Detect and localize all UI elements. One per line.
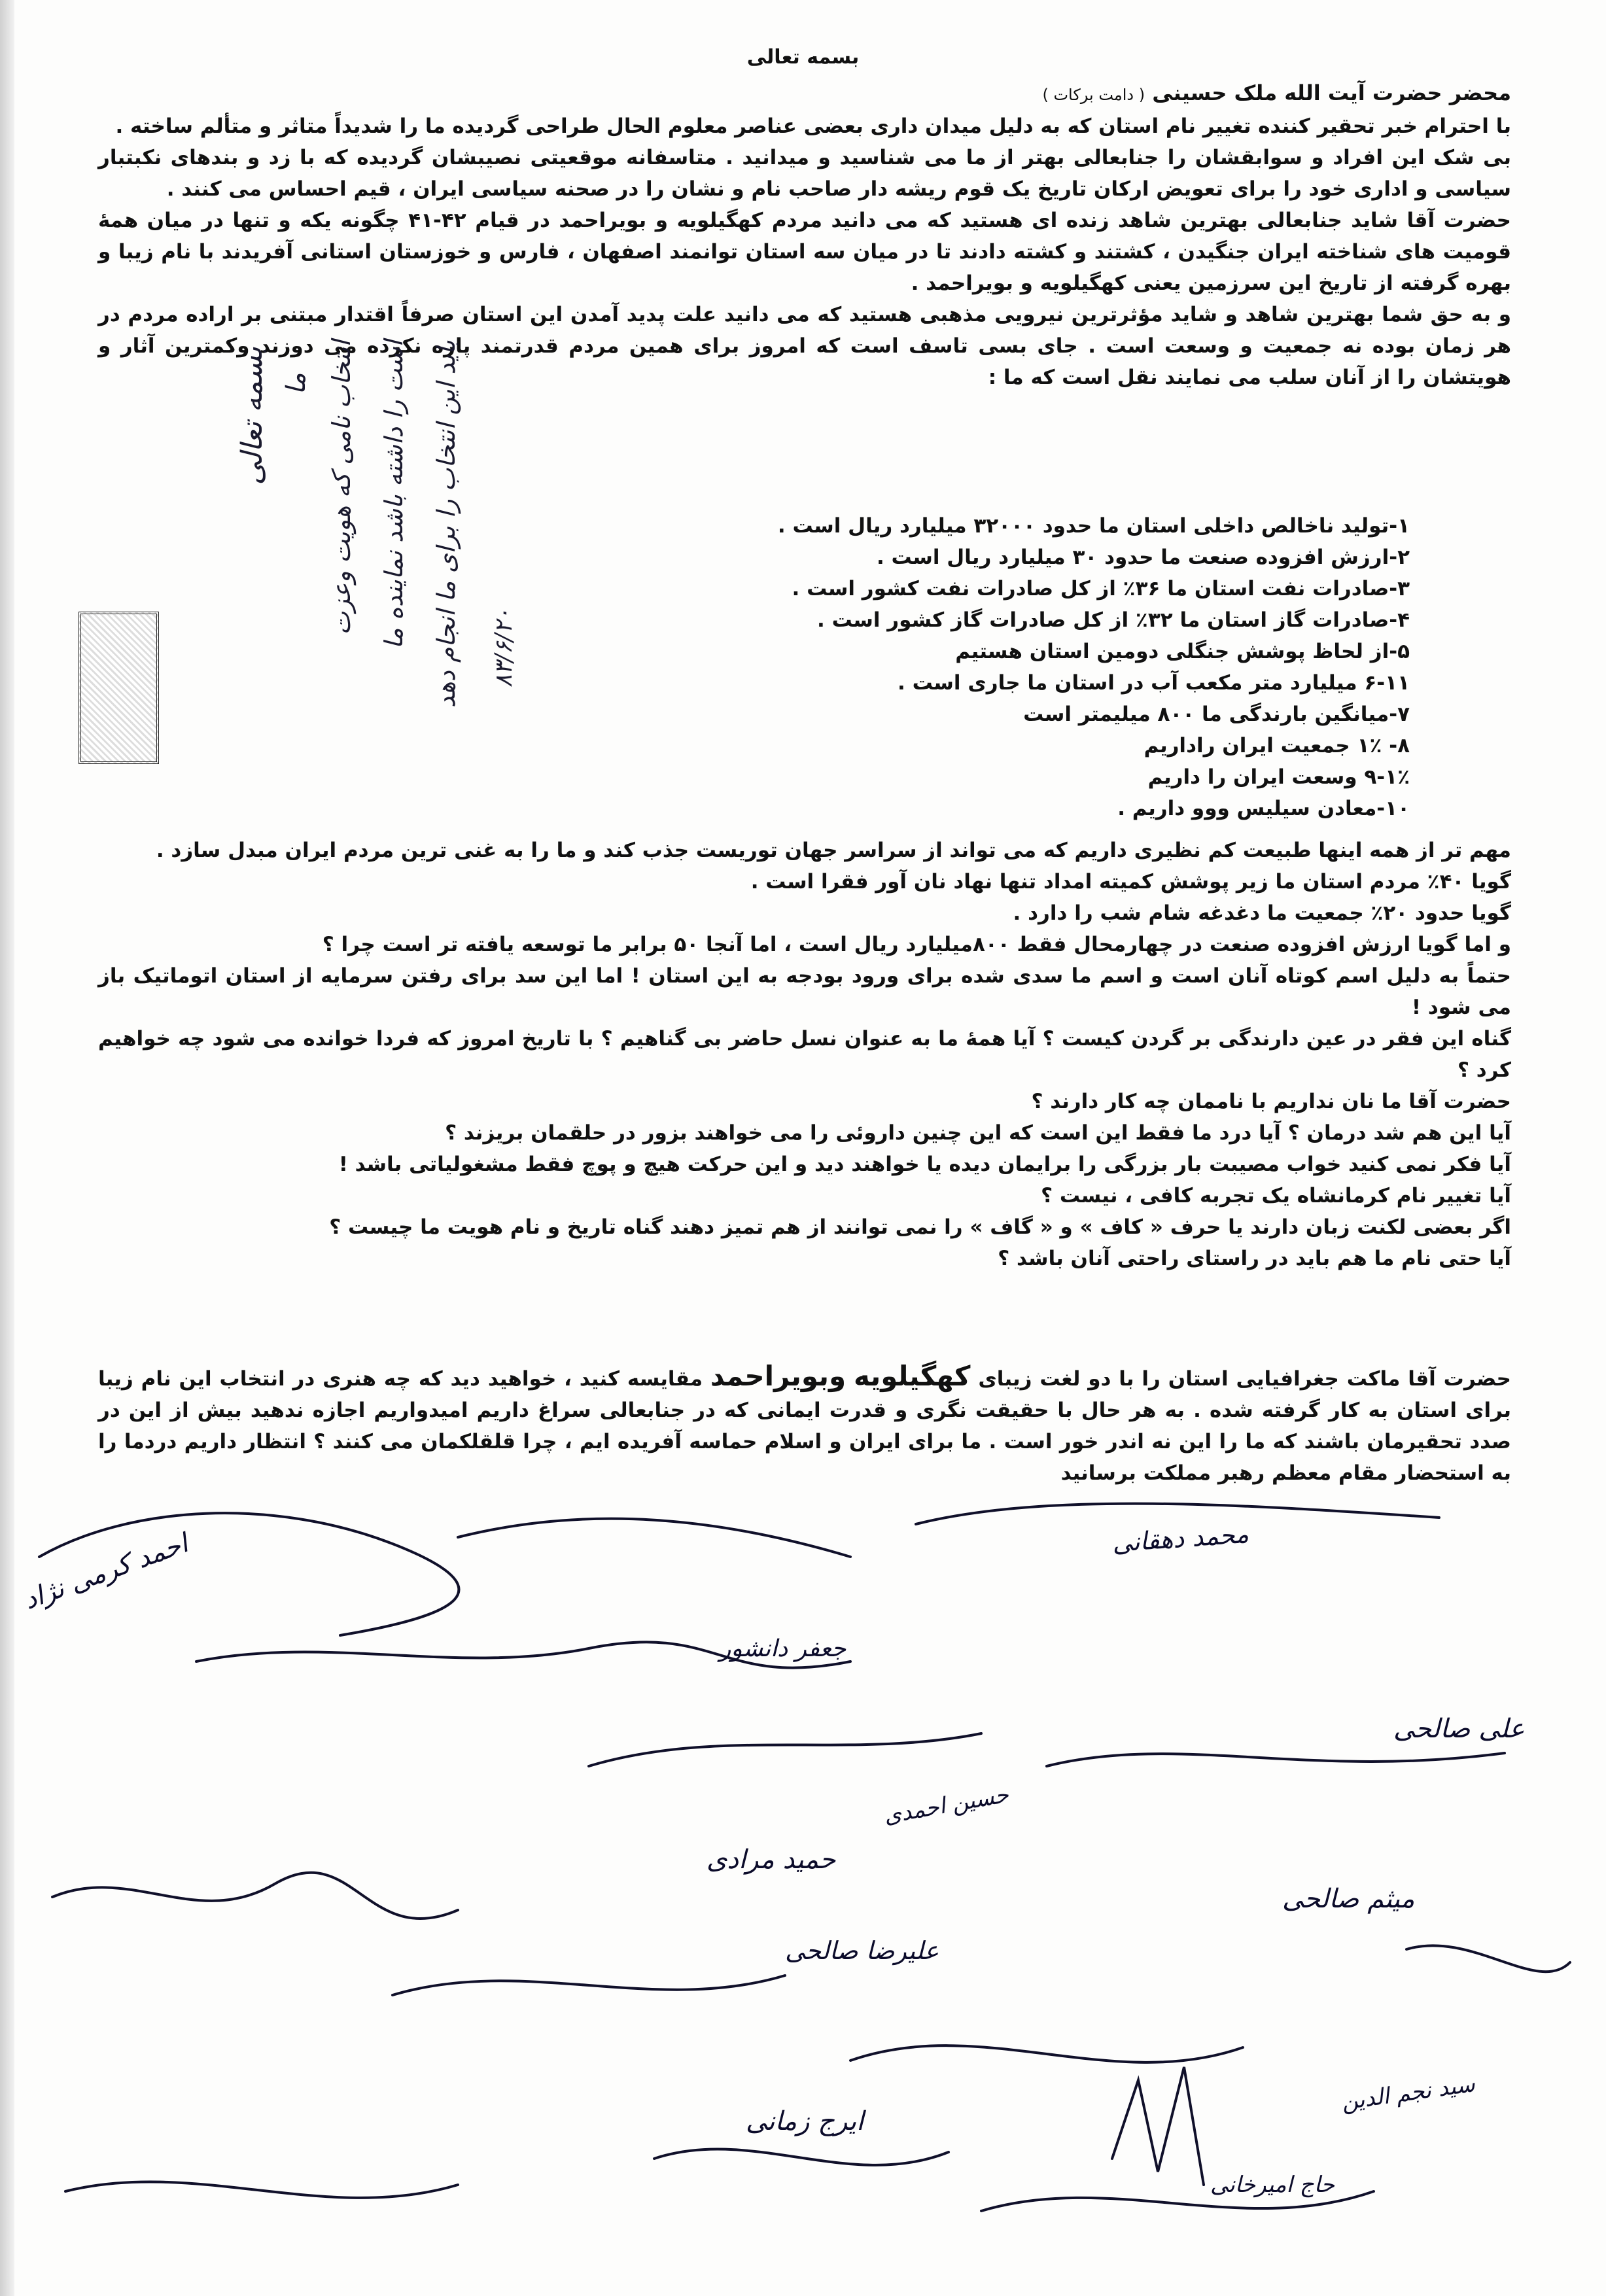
signature: احمد کرمی نژاد <box>20 1528 192 1616</box>
paragraph: حضرت آقا ما نان نداریم با ناممان چه کار دارند ؟ <box>1031 1090 1511 1113</box>
list-item: ۲-ارزش افزوده صنعت ما حدود ۳۰ میلیارد ریال است . <box>876 546 1410 569</box>
closing-text: مقایسه کنید ، خواهید دید که چه هنری در انتخاب این نام زیبا برای استان به کار گرفته شده . به هر حال با حقیقت نگری و قدرت ایمانی که در جنابعالی سراغ داریم امیدواریم اجازه ندهید بیش از این در صدد تحقیرمان باشند که ما را این نه اندر خور است . ما برای ایران و اسلام حماسه آفریده ایم ، چرا قلقلکمان می کنند ؟ انتظار داریم دردما را به استحضار مقام معظم رهبر مملکت برسانید <box>98 1367 1511 1485</box>
signature-stroke <box>589 1733 981 1766</box>
list-item: ۴-صادرات گاز استان ما ۳۲٪ از کل صادرات گاز کشور است . <box>817 608 1410 632</box>
paragraph: حضرت آقا شاید جنابعالی بهترین شاهد زنده ای هستید که می دانید مردم کهگیلویه و بویراحمد در قیام ۴۲-۴۱ چگونه یکه و تنها در میان همهٔ قومیت های شناخته ایران جنگیدن ، کشتند و کشته دادند تا در میان سه استان توانمند اصفهان ، فارس و خوزستان استانی آفریدند با نام زیبا و بهره گرفته از تاریخ این سرزمین یعنی کهگیلویه و بویراحمد . <box>98 209 1511 295</box>
margin-note-line: انتخاب نامی که هویت وعزت <box>327 340 356 635</box>
margin-note-line: بسمه تعالی <box>236 347 269 485</box>
paragraph: گویا ۴۰٪ مردم استان ما زیر پوشش کمیته امداد تنها نهاد نان آور فقرا است . <box>750 870 1511 894</box>
signature-stroke <box>65 2182 458 2197</box>
list-item: ۱۰-معادن سیلیس ووو داریم . <box>1117 797 1410 820</box>
signature: حاج امیرخانی <box>1210 2172 1335 2198</box>
page-title: بسمه تعالی <box>746 46 860 69</box>
signature: جعفر دانشور <box>720 1635 847 1662</box>
signature-stroke <box>1112 2067 1204 2185</box>
list-item: ۶-۱۱ میلیارد متر مکعب آب در استان ما جاری است . <box>898 671 1410 695</box>
signature: حسین احمدی <box>881 1781 1011 1830</box>
margin-note-line: باید این انتخاب را برای ما انجام دهد <box>432 340 461 708</box>
province-name-word: وبویراحمد <box>710 1360 847 1392</box>
paragraph: گویا حدود ۲۰٪ جمعیت ما دغدغه شام شب را دارد . <box>1013 901 1511 925</box>
signature: علیرضا صالحی <box>785 1936 939 1965</box>
province-name-word: کهگیلویه <box>854 1360 971 1392</box>
signature: سید نجم الدین <box>1340 2070 1477 2116</box>
signature-stroke <box>1406 1945 1570 1972</box>
signature: ایرج زمانی <box>746 2106 864 2136</box>
paragraph: بی شک این افراد و سوابقشان را جنابعالی بهتر از ما می شناسید و میدانید . متاسفانه موقعیتی نصیبشان گردیده که با زد و بندهای نکبتبار سیاسی و اداری خود را برای تعویض ارکان تاریخ یک قوم ریشه دار صاحب نام و نشان را در صحنه سیاسی ایران ، قیم احساس می کنند . <box>98 146 1511 201</box>
signature-stroke <box>1047 1753 1505 1766</box>
signature: حمید مرادی <box>707 1845 836 1875</box>
signature-stroke <box>654 2149 949 2165</box>
paragraph: با احترام خبر تحقیر کننده تغییر نام استان که به دلیل میدان داری بعضی عناصر معلوم الحال طراحی گردیده ما را شدیداً متاثر و متألم ساخته . <box>115 114 1511 138</box>
paragraph: مهم تر از همه اینها طبیعت کم نظیری داریم که می تواند از سراسر جهان توریست جذب کند و ما را به غنی ترین مردم ایران مبدل سازد . <box>156 839 1511 862</box>
signature: محمد دهقانی <box>1111 1519 1250 1558</box>
signature-stroke <box>393 1975 785 1995</box>
paragraph: و اما گویا ارزش افزوده صنعت در چهارمحال فقط ۸۰۰میلیارد ریال است ، اما آنجا ۵۰ برابر ما توسعه یافته تر است چرا ؟ <box>322 933 1511 956</box>
list-item: ۱-تولید ناخالص داخلی استان ما حدود ۳۲۰۰۰ میلیارد ریال است . <box>777 514 1410 538</box>
list-item: ۸- ۱٪ جمعیت ایران راداریم <box>1143 734 1410 757</box>
paragraph: آیا این هم شد درمان ؟ آیا درد ما فقط این است که این چنین داروئی را می خواهند بزور در حلقمان بریزند ؟ <box>445 1121 1511 1145</box>
addressee-name: محضر حضرت آیت الله ملک حسینی <box>1152 80 1511 105</box>
paragraph: آیا حتی نام ما هم باید در راستای راحتی آنان باشد ؟ <box>998 1247 1511 1270</box>
list-item: ۳-صادرات نفت استان ما ۳۶٪ از کل صادرات نفت کشور است . <box>792 577 1410 600</box>
list-item: ۹-۱٪ وسعت ایران را داریم <box>1147 765 1410 789</box>
signature: علی صالحی <box>1393 1714 1525 1744</box>
paragraph: اگر بعضی لکنت زبان دارند یا حرف « کاف » و « گاف » را نمی توانند از هم تمیز دهند گناه تاریخ و نام هویت ما چیست ؟ <box>329 1215 1511 1239</box>
closing-text: حضرت آقا ماکت جغرافیایی استان را با دو لغت زیبای <box>978 1367 1511 1391</box>
list-item: ۷-میانگین بارندگی ما ۸۰۰ میلیمتر است <box>1023 703 1410 726</box>
margin-note-line: ما <box>281 373 311 395</box>
paragraph: آیا فکر نمی کنید خواب مصیبت بار بزرگی را برایمان دیده یا خواهند دید و این حرکت هیچ و پوچ فقط مشغولیاتی باشد ! <box>338 1153 1511 1176</box>
list-item: ۵-از لحاظ پوشش جنگلی دومین استان هستیم <box>955 640 1410 663</box>
paragraph: آیا تغییر نام کرمانشاه یک تجربه کافی ، نیست ؟ <box>1041 1184 1511 1208</box>
signature-stroke <box>458 1519 850 1557</box>
paragraph: حتماً به دلیل اسم کوتاه آنان است و اسم ما سدی شده برای ورود بودجه به این استان ! اما این سد برای رفتن سرمایه از استان اتوماتیک باز می شود ! <box>98 964 1511 1019</box>
signature: میثم صالحی <box>1282 1884 1415 1914</box>
paragraph: و به حق شما بهترین شاهد و شاید مؤثرترین نیرویی مذهبی هستید که می دانید علت پدید آمدن این استان صرفاً اقتدار مبتنی بر اراده مردم در هر زمان بوده نه جمعیت و وسعت است . جای بسی تاسف است که امروز برای همین مردم قدرتمند پاره نکرده می دوزند وکمترین آثار و هویتشان را از آنان سلب می نمایند نقل است که ما : <box>98 303 1511 389</box>
addressee-honorific: ( دامت برکات ) <box>1042 86 1145 104</box>
signature-stroke <box>916 1504 1439 1524</box>
signature-stroke <box>850 2045 1243 2062</box>
signature-stroke <box>52 1873 458 1919</box>
paragraph: گناه این فقر در عین دارندگی بر گردن کیست ؟ آیا همهٔ ما به عنوان نسل حاضر بی گناهیم ؟ با تاریخ امروز که فردا خوانده می شود چه خواهیم کرد ؟ <box>98 1027 1511 1082</box>
margin-note-date: ۸۳/۶/۲۰ <box>491 608 517 687</box>
margin-note-line: است را داشته باشد نماینده ما <box>379 340 408 650</box>
